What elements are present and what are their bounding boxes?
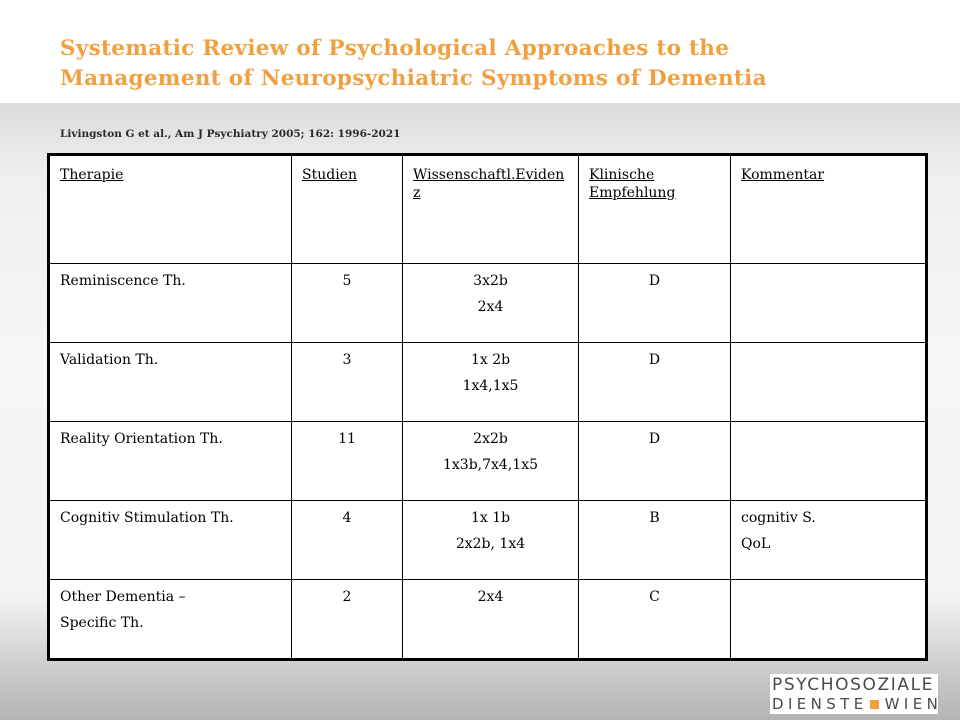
cell-text: D (648, 273, 661, 289)
cell-text: 2x4 (477, 589, 504, 605)
review-table (47, 153, 928, 661)
cell-text: 2 (342, 589, 352, 605)
logo-line-1: PSYCHOSOZIALE (772, 675, 935, 695)
cell-evidenz (403, 264, 579, 343)
cell-text: 2x2b (473, 431, 508, 447)
table-row (49, 343, 927, 422)
cell-empfehlung (579, 343, 731, 422)
psychosoziale-dienste-wien-logo (770, 674, 943, 714)
cell-empfehlung (579, 422, 731, 501)
cell-text: C (649, 589, 660, 605)
cell-empfehlung (579, 580, 731, 660)
cell-therapie (49, 264, 292, 343)
logo-word-dienste: DIENSTE (772, 695, 868, 713)
cell-text: D (648, 431, 661, 447)
cell-text: Reminiscence Th. (60, 273, 186, 289)
cell-therapie (49, 580, 292, 660)
slide-title (60, 34, 920, 94)
cell-kommentar (731, 580, 927, 660)
table-row (49, 264, 927, 343)
slide-title-line-2: Management of Neuropsychiatric Symptoms of Dementia (60, 66, 767, 91)
cell-text: 1x 1b (470, 510, 511, 526)
cell-evidenz (403, 422, 579, 501)
cell-text: D (648, 352, 661, 368)
cell-text: QoL (741, 536, 771, 552)
cell-kommentar (731, 264, 927, 343)
cell-evidenz (403, 580, 579, 660)
cell-text: Specific Th. (60, 615, 144, 631)
cell-text: 4 (342, 510, 352, 526)
cell-text: B (649, 510, 660, 526)
cell-evidenz (403, 501, 579, 580)
cell-therapie (49, 422, 292, 501)
cell-text: Validation Th. (60, 352, 159, 368)
table-header-row (49, 155, 927, 264)
cell-empfehlung (579, 264, 731, 343)
cell-studien (292, 343, 403, 422)
table-row (49, 501, 927, 580)
table-row (49, 422, 927, 501)
logo-line-2 (772, 695, 942, 713)
header-studien: Studien (292, 155, 403, 264)
cell-kommentar (731, 343, 927, 422)
cell-studien (292, 422, 403, 501)
slide-title-line-1: Systematic Review of Psychological Approaches to the (60, 36, 730, 61)
cell-studien (292, 264, 403, 343)
cell-text: 3x2b (473, 273, 508, 289)
cell-text: 1x4,1x5 (462, 378, 519, 394)
table-row (49, 580, 927, 660)
cell-text: 11 (338, 431, 356, 447)
cell-text: Reality Orientation Th. (60, 431, 223, 447)
cell-text: 2x4 (477, 299, 504, 315)
cell-empfehlung (579, 501, 731, 580)
cell-text: 1x 2b (470, 352, 511, 368)
header-therapie: Therapie (49, 155, 292, 264)
header-kommentar: Kommentar (731, 155, 927, 264)
cell-kommentar (731, 501, 927, 580)
cell-text: 3 (342, 352, 352, 368)
cell-studien (292, 580, 403, 660)
citation: Livingston G et al., Am J Psychiatry 2005; 162: 1996-2021 (60, 128, 401, 140)
table-body (49, 264, 927, 660)
cell-text: cognitiv S. (741, 510, 816, 526)
cell-studien (292, 501, 403, 580)
cell-text: Cognitiv Stimulation Th. (60, 510, 234, 526)
cell-kommentar (731, 422, 927, 501)
cell-text: Other Dementia – (60, 589, 186, 605)
header-empfehlung: Klinische Empfehlung (579, 155, 731, 264)
cell-text: 2x2b, 1x4 (455, 536, 526, 552)
cell-therapie (49, 343, 292, 422)
header-evidenz: Wissenschaftl.Evidenz (403, 155, 579, 264)
cell-text: 1x3b,7x4,1x5 (443, 457, 538, 473)
logo-word-wien: WIEN (884, 695, 943, 713)
cell-therapie (49, 501, 292, 580)
cell-evidenz (403, 343, 579, 422)
cell-text: 5 (342, 273, 352, 289)
logo-square-icon (870, 700, 879, 709)
